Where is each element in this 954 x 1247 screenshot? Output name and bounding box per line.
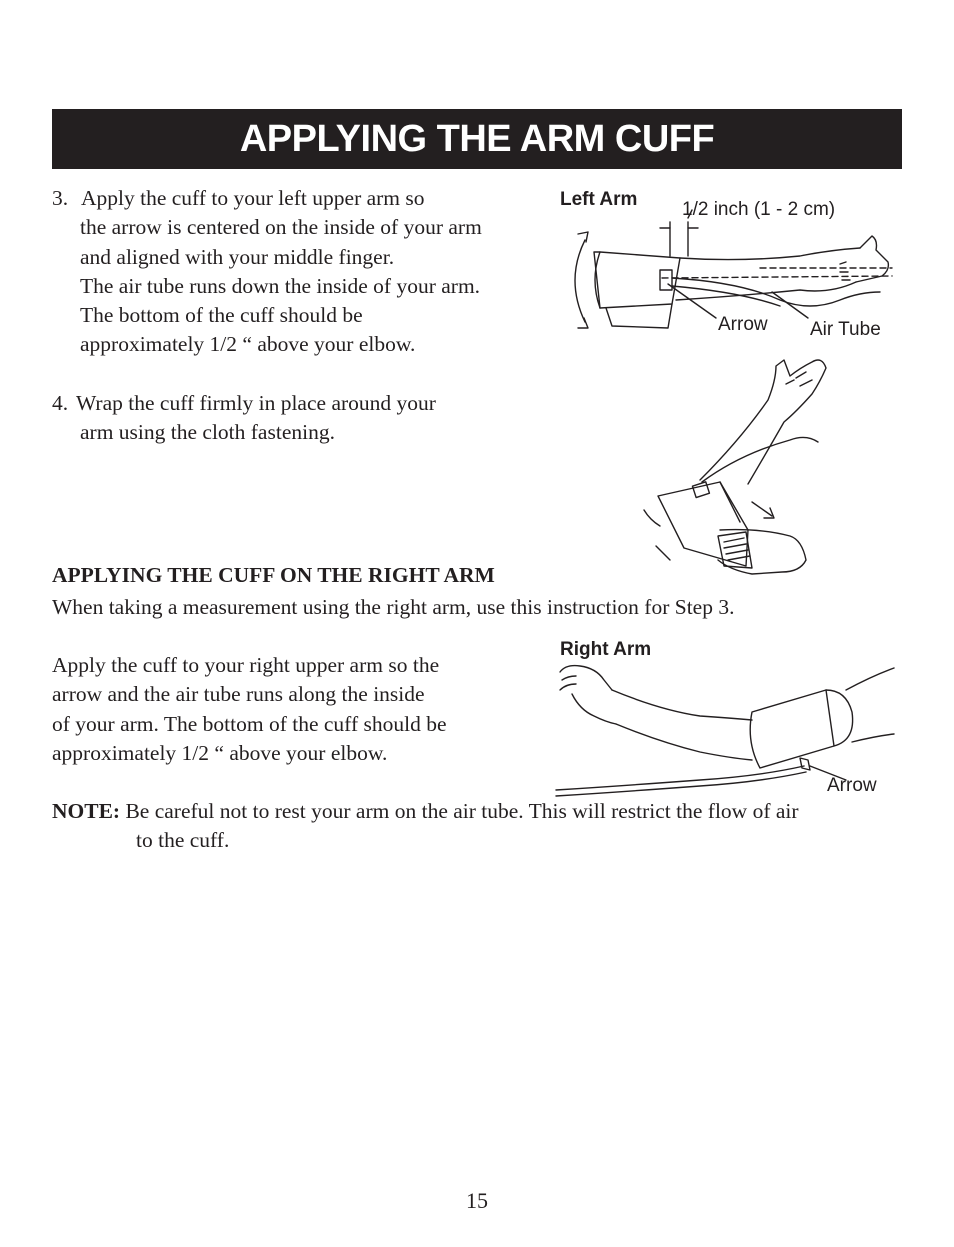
step-4-line: arm using the cloth fastening. bbox=[80, 420, 335, 445]
step-3-line: The bottom of the cuff should be bbox=[80, 303, 363, 328]
step-3-line: The air tube runs down the inside of your arm. bbox=[80, 273, 481, 298]
right-arm-body-line: of your arm. The bottom of the cuff should be bbox=[52, 711, 447, 736]
note-line-1: Be careful not to rest your arm on the air tube. This will restrict the flow of air bbox=[125, 799, 799, 823]
step-4-number: 4. bbox=[52, 391, 69, 415]
right-arm-body-line: arrow and the air tube runs along the inside bbox=[52, 682, 425, 707]
note-line-2: to the cuff. bbox=[136, 828, 230, 853]
step-4-line: Wrap the cuff firmly in place around your bbox=[76, 391, 436, 415]
air-tube-label: Air Tube bbox=[810, 319, 881, 340]
step-3-number: 3. bbox=[52, 186, 69, 210]
step-3-line: the arrow is centered on the inside of your arm bbox=[80, 215, 482, 240]
note-label: NOTE: bbox=[52, 799, 121, 823]
right-arm-body-line: Apply the cuff to your right upper arm so the bbox=[52, 653, 440, 677]
right-arm-intro: When taking a measurement using the right arm, use this instruction for Step 3. bbox=[52, 595, 735, 619]
page-number: 15 bbox=[466, 1188, 488, 1213]
right-arm-body-line: approximately 1/2 “ above your elbow. bbox=[52, 740, 388, 765]
step-3-line: approximately 1/2 “ above your elbow. bbox=[80, 332, 416, 357]
step-3-line: and aligned with your middle finger. bbox=[80, 244, 395, 269]
note bbox=[52, 797, 912, 856]
dimension-label: 1/2 inch (1 - 2 cm) bbox=[682, 199, 836, 220]
right-arrow-label: Arrow bbox=[827, 775, 877, 796]
page-title: APPLYING THE ARM CUFF bbox=[239, 118, 715, 160]
left-arrow-label: Arrow bbox=[718, 314, 768, 335]
step-3-line: Apply the cuff to your left upper arm so bbox=[81, 186, 425, 210]
left-arm-figure-title: Left Arm bbox=[560, 189, 638, 210]
right-arm-heading: APPLYING THE CUFF ON THE RIGHT ARM bbox=[52, 563, 495, 587]
right-arm-figure-title: Right Arm bbox=[560, 639, 652, 660]
